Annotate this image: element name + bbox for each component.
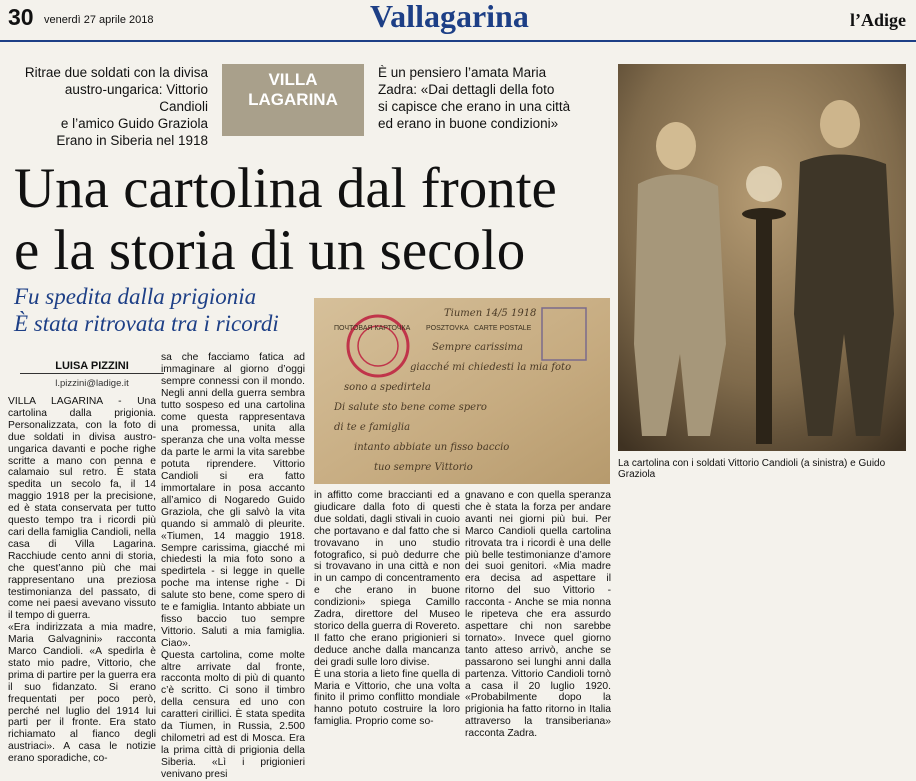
byline-author: LUISA PIZZINI bbox=[55, 360, 129, 372]
handwriting-line: giacché mi chiedesti la mia foto bbox=[410, 362, 572, 373]
section-title: Vallagarina bbox=[370, 0, 529, 34]
byline-email[interactable]: l.pizzini@ladige.it bbox=[55, 378, 129, 389]
byline-divider bbox=[20, 373, 164, 374]
kicker-left-line: austro-ungarica: Vittorio Candioli bbox=[64, 82, 208, 114]
kicker-right-line: si capisce che erano in una città bbox=[378, 99, 571, 114]
kicker-right-line: È un pensiero l’amata Maria bbox=[378, 65, 547, 80]
photo-caption: La cartolina con i soldati Vittorio Candioli (a sinistra) e Guido Graziola bbox=[618, 458, 886, 480]
kicker-left-line: Erano in Siberia nel 1918 bbox=[56, 133, 208, 148]
kicker-right-line: ed erano in buone condizioni» bbox=[378, 116, 559, 131]
handwriting-line: tuo sempre Vittorio bbox=[374, 462, 473, 473]
handwriting-line: Di salute sto bene come spero bbox=[334, 402, 487, 413]
handwriting-line: Sempre carissima bbox=[432, 342, 523, 353]
header-rule bbox=[0, 40, 916, 42]
paragraph: VILLA LAGARINA - Una cartolina dalla prigionia. Personalizzata, con la foto di due soldati in divisa austro-ungarica davanti e poche righe scritte a mano con penna e calamaio sul retro. È stata spedita un secolo fa, il 14 maggio 1918 per la precisione, ed è stata conservata per tutto questo tempo tra i ricordi più cari della famiglia Candioli, nella casa di Villa Lagarina. Racchiude cento anni di storia, che quest’anno più che mai rappresentano una preziosa testimonianza del passato, di come nei paesi avevano vissuto il tempo di guerra. bbox=[8, 396, 156, 622]
headline bbox=[14, 158, 614, 282]
paragraph: gnavano e con quella speranza che è stata la forza per andare avanti nei giorni più bui. Per Marco Candioli quella cartolina ritrovata tra i ricordi è una delle più belle testimonianze d’amore dei suoi genitori. «Mia madre era decisa ad aspettare il ritorno del suo Vittorio - racconta - Anche se mia nonna le ripeteva che era assurdo aspettare chi non sarebbe tornato». Invece quel giorno tanto atteso arrivò, anche se passarono sei lunghi anni dalla partenza. Vittorio Candioli tornò a casa il 20 luglio 1920. «Probabilmente dopo la prigionia ha fatto ritorno in Italia attraverso la transiberiana» racconta Zadra. bbox=[465, 490, 611, 740]
handwriting-line: intanto abbiate un fisso baccio bbox=[354, 442, 510, 453]
subheadline-line: È stata ritrovata tra i ricordi bbox=[14, 311, 279, 336]
subheadline bbox=[14, 283, 314, 337]
article-column-4 bbox=[465, 490, 611, 740]
kicker-left-line: Ritrae due soldati con la divisa bbox=[24, 65, 208, 80]
postcard-illustration bbox=[314, 298, 610, 484]
location-tag bbox=[222, 64, 364, 136]
article-column-3 bbox=[314, 490, 460, 728]
article-column-2 bbox=[161, 352, 305, 781]
subheadline-line: Fu spedita dalla prigionia bbox=[14, 284, 257, 309]
plant-stand bbox=[756, 214, 772, 444]
paragraph: È una storia a lieto fine quella di Maria e Vittorio, che una volta finito il primo conflitto mondiale hanno potuto costruire la loro famiglia. Proprio come so- bbox=[314, 668, 460, 728]
paragraph: in affitto come braccianti ed a giudicare dalla foto di questi due soldati, dagli stivali in cuoio che portavano e dal fatto che si trovavano in uno studio fotografico, si può dedurre che si trovavano in una città e non in un campo di concentramento e che erano in buone condizioni» spiega Camillo Zadra, direttore del Museo storico della guerra di Rovereto. Il fatto che erano prigionieri si deduce anche dalla mancanza dei gradi sulle loro divise. bbox=[314, 490, 460, 668]
article-column-1 bbox=[8, 396, 156, 765]
plant-stand-top bbox=[742, 208, 786, 220]
issue-date: venerdì 27 aprile 2018 bbox=[44, 14, 154, 26]
paragraph: sa che facciamo fatica ad immaginare al giorno d’oggi sempre connessi con il mondo. Negli anni della guerra sembra tutto sospeso ed una cartolina come questa rappresentava una promessa, unita alla speranza che una volta messe da parte le armi la vita sarebbe potuta riprendere. Vittorio Candioli si era fatto immortalare in posa accanto all’amico di Nogaredo Guido Graziola, che gli salvò la vita quando si ammalò di pleurite. «Tiumen, 14 maggio 1918. Sempre carissima, giacché mi chiedesti la mia foto sono a spedirtela - si legge in quelle poche ma intense righe - Di salute sto bene, come spero di te e famiglia. Intanto abbiate un fisso baccio tuo sempre Vittorio. Saluti a mia famiglia. Ciao». bbox=[161, 352, 305, 649]
flower-bouquet bbox=[746, 166, 782, 202]
kicker-right bbox=[378, 64, 598, 132]
postcard-header-left: ПОЧТОВАЯ КАРТОЧКА bbox=[334, 325, 411, 332]
headline-line: Una cartolina dal fronte bbox=[14, 157, 557, 220]
headline-line: e la storia di un secolo bbox=[14, 219, 526, 282]
kicker-right-line: Zadra: «Dai dettagli della foto bbox=[378, 82, 555, 97]
handwriting-line: Tiumen 14/5 1918 bbox=[444, 308, 537, 319]
left-soldier-head bbox=[656, 122, 696, 170]
soldiers-photo-illustration bbox=[618, 64, 906, 451]
postcard-header-center: POSZTOVKA bbox=[426, 325, 469, 332]
paragraph: «Era indirizzata a mia madre, Maria Galvagnini» racconta Marco Candioli. «A spedirla è stato mio padre, Vittorio, che prima di partire per la guerra era il suo fidanzato. Si erano frequentati per poco però, perché nel luglio del 1914 lui parti per il fronte. Era stato richiamato al fianco degli austriaci». A casa le notizie erano sporadiche, co- bbox=[8, 622, 156, 765]
kicker-left bbox=[20, 64, 208, 149]
postcard-header-right: CARTE POSTALE bbox=[474, 325, 532, 332]
location-tag-label: VILLA LAGARINA bbox=[248, 70, 338, 109]
soldiers-photo bbox=[618, 64, 906, 451]
right-soldier-head bbox=[820, 100, 860, 148]
page-number: 30 bbox=[8, 4, 34, 30]
newspaper-logo: l’Adige bbox=[850, 10, 906, 30]
paragraph: Questa cartolina, come molte altre arrivate dal fronte, racconta molto di più di quanto c’è scritto. Ci sono il timbro della censura ed uno con caratteri cirillici. È stata spedita da Tiumen, in Russia, 2.500 chilometri ad est di Mosca. Era la prima città di prigionia della Siberia. «Lì i prigionieri venivano presi bbox=[161, 649, 305, 780]
handwriting-line: sono a spedirtela bbox=[344, 382, 431, 393]
handwriting-line: di te e famiglia bbox=[334, 422, 411, 433]
postcard-image bbox=[314, 298, 610, 484]
kicker-left-line: e l’amico Guido Graziola bbox=[60, 116, 208, 131]
